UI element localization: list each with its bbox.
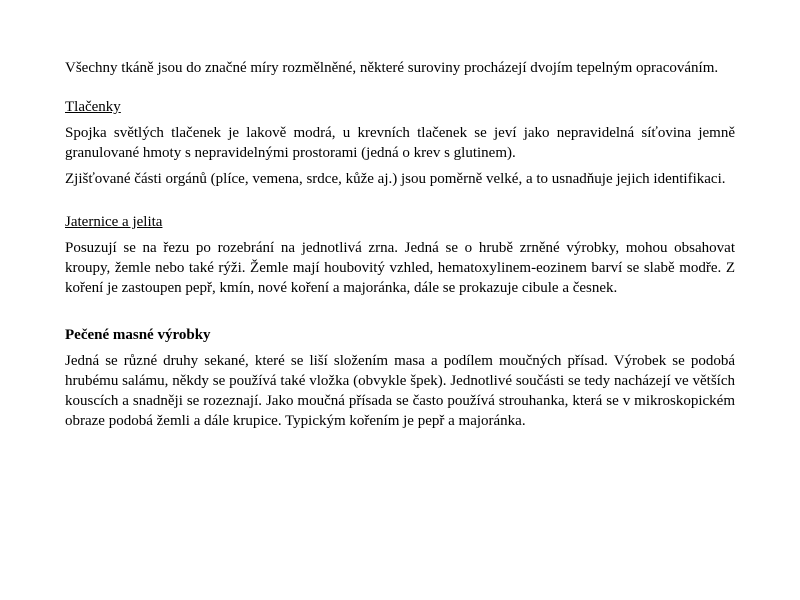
section-heading-tlacenky: Tlačenky	[65, 99, 121, 115]
section-heading-pecene: Pečené masné výrobky	[65, 327, 211, 343]
tlacenky-paragraph-2: Zjišťované části orgánů (plíce, vemena, srdce, kůže aj.) jsou poměrně velké, a to usnadňuje jejich identifikaci.	[65, 171, 726, 187]
document-page	[65, 58, 735, 431]
intro-paragraph: Všechny tkáně jsou do značné míry rozmělněné, některé suroviny procházejí dvojím tepelným opracováním.	[65, 60, 719, 76]
pecene-paragraph-1: Jedná se různé druhy sekané, které se liší složením masa a podílem moučných přísad. Výrobek se podobá hrubému salámu, někdy se používá také vložka (obvykle špek). Jednotlivé součásti se tedy nacházejí ve větších kouscích a snadněji se rozeznají. Jako moučná přísada se často používá strouhanka, která se v mikroskopickém obraze podobá žemli a dále krupice. Typickým kořením je pepř a majoránka.	[65, 353, 735, 429]
section-heading-jaternice: Jaternice a jelita	[65, 214, 163, 230]
tlacenky-paragraph-1: Spojka světlých tlačenek je lakově modrá, u krevních tlačenek se jeví jako nepravidelná síťovina jemně granulované hmoty s nepravidelnými prostorami (jedná o krev s glutinem).	[65, 125, 735, 161]
jaternice-paragraph-1: Posuzují se na řezu po rozebrání na jednotlivá zrna. Jedná se o hrubě zrněné výrobky, mohou obsahovat kroupy, žemle nebo také rýži. Žemle mají houbovitý vzhled, hematoxylinem-eozinem barví se slabě modře. Z koření je zastoupen pepř, kmín, nové koření a majoránka, dále se prokazuje cibule a česnek.	[65, 240, 735, 296]
